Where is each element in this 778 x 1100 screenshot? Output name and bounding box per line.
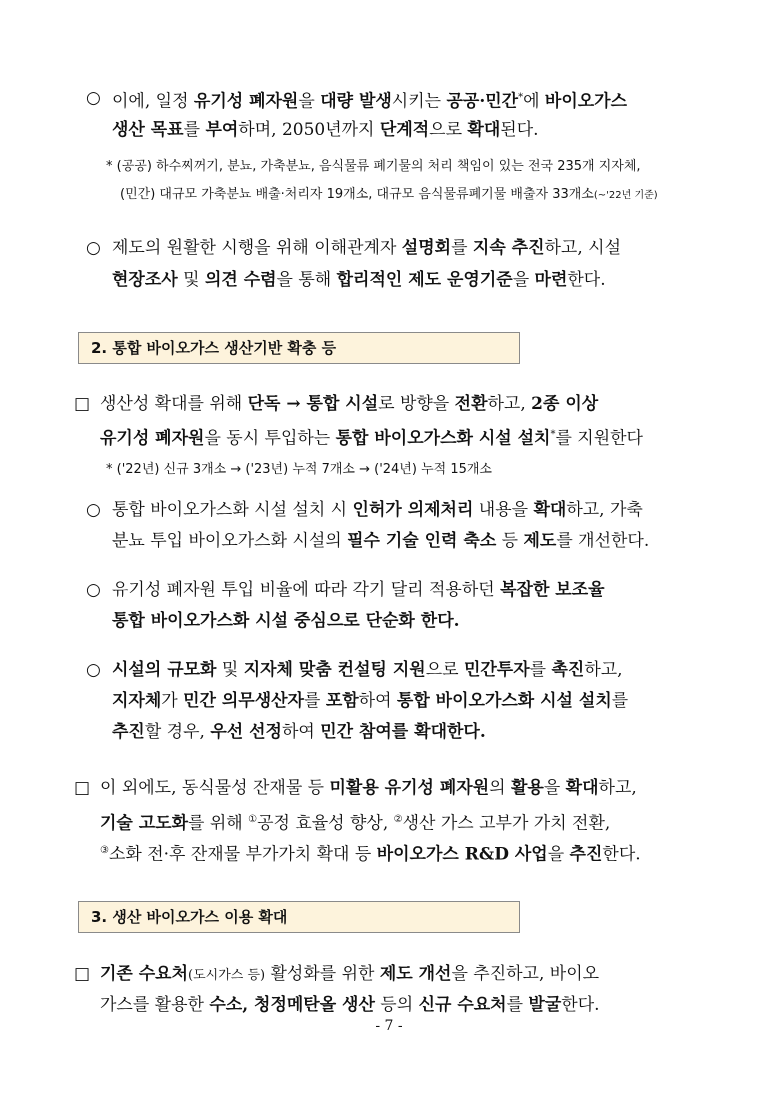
paragraph-line: 유기성 폐자원을 동시 투입하는 통합 바이오가스화 시설 설치*를 지원한다 bbox=[100, 428, 643, 449]
footnote: * (공공) 하수찌꺼기, 분뇨, 가축분뇨, 음식물류 폐기물의 처리 책임이 있는 전국 235개 지자체, bbox=[106, 159, 641, 174]
circle-bullet: ○ bbox=[86, 580, 101, 600]
paragraph-line: 이에, 일정 유기성 폐자원을 대량 발생시키는 공공·민간*에 바이오가스 bbox=[112, 91, 628, 112]
paragraph-line: 이 외에도, 동식물성 잔재물 등 미활용 유기성 폐자원의 활용을 확대하고, bbox=[100, 778, 637, 798]
footnote: (민간) 대규모 가축분뇨 배출·처리자 19개소, 대규모 음식물류폐기물 배출자 33개소(~'22년 기준) bbox=[120, 187, 658, 202]
page-number: - 7 - bbox=[375, 1018, 403, 1034]
paragraph-line: 시설의 규모화 및 지자체 맞춤 컨설팅 지원으로 민간투자를 촉진하고, bbox=[112, 660, 623, 680]
circle-bullet: ○ bbox=[86, 238, 101, 258]
circle-bullet: ○ bbox=[86, 500, 101, 520]
paragraph-line: ③소화 전·후 잔재물 부가가치 확대 등 바이오가스 R&D 사업을 추진한다. bbox=[100, 844, 641, 865]
square-bullet: □ bbox=[74, 778, 91, 798]
paragraph-line: 통합 바이오가스화 시설 설치 시 인허가 의제처리 내용을 확대하고, 가축 bbox=[112, 500, 643, 520]
paragraph-line: 생산성 확대를 위해 단독 → 통합 시설로 방향을 전환하고, 2종 이상 bbox=[100, 394, 599, 414]
paragraph-line: 생산 목표를 부여하며, 2050년까지 단계적으로 확대된다. bbox=[112, 120, 539, 140]
paragraph-line: 기존 수요처(도시가스 등) 활성화를 위한 제도 개선을 추진하고, 바이오 bbox=[100, 964, 600, 984]
paragraph-line: 추진할 경우, 우선 선정하여 민간 참여를 확대한다. bbox=[112, 722, 486, 742]
paragraph-line: 가스를 활용한 수소, 청정메탄올 생산 등의 신규 수요처를 발굴한다. bbox=[100, 995, 600, 1015]
footnote: * ('22년) 신규 3개소 → ('23년) 누적 7개소 → ('24년) 누적 15개소 bbox=[106, 462, 492, 477]
circle-bullet: ○ bbox=[86, 88, 101, 108]
circle-bullet: ○ bbox=[86, 660, 101, 680]
paragraph-line: 통합 바이오가스화 시설 중심으로 단순화 한다. bbox=[112, 611, 460, 631]
section-heading: 3. 생산 바이오가스 이용 확대 bbox=[78, 901, 520, 933]
paragraph-line: 제도의 원활한 시행을 위해 이해관계자 설명회를 지속 추진하고, 시설 bbox=[112, 238, 621, 258]
paragraph-line: 현장조사 및 의견 수렴을 통해 합리적인 제도 운영기준을 마련한다. bbox=[112, 270, 606, 290]
square-bullet: □ bbox=[74, 964, 91, 984]
paragraph-line: 기술 고도화를 위해 ①공정 효율성 향상, ②생산 가스 고부가 가치 전환, bbox=[100, 813, 611, 834]
paragraph-line: 지자체가 민간 의무생산자를 포함하여 통합 바이오가스화 시설 설치를 bbox=[112, 691, 629, 711]
paragraph-line: 분뇨 투입 바이오가스화 시설의 필수 기술 인력 축소 등 제도를 개선한다. bbox=[112, 531, 650, 551]
section-heading: 2. 통합 바이오가스 생산기반 확충 등 bbox=[78, 332, 520, 364]
paragraph-line: 유기성 폐자원 투입 비율에 따라 각기 달리 적용하던 복잡한 보조율 bbox=[112, 580, 605, 600]
square-bullet: □ bbox=[74, 394, 91, 414]
